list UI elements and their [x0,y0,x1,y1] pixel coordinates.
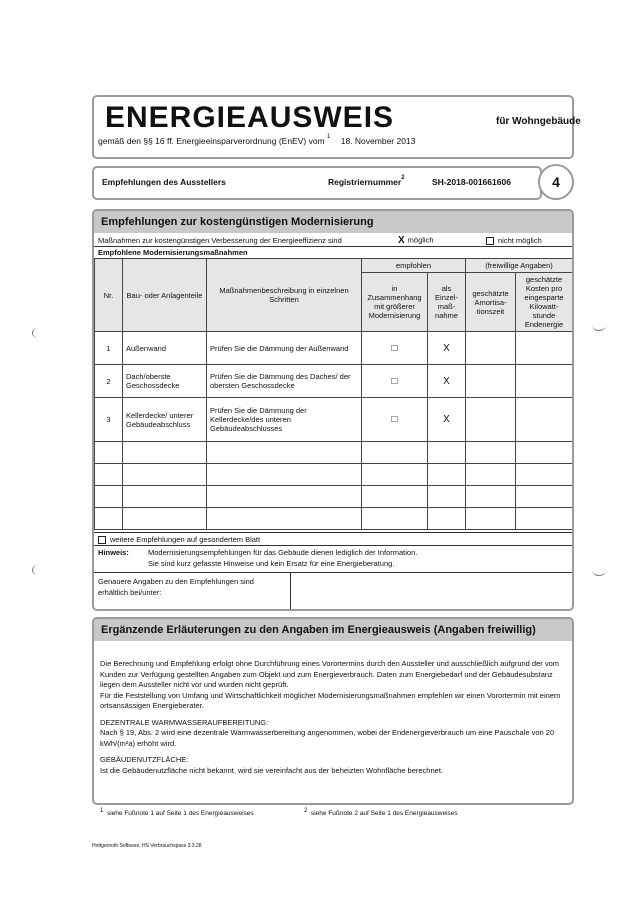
empty-table-row [95,486,573,508]
details-line-2: erhältlich bei/unter: [98,588,162,597]
registration-label-text: Registriernummer [328,177,402,187]
document-title: ENERGIEAUSWEIS [105,101,395,134]
modernization-section-title: Empfehlungen zur kostengünstigen Modernisierung [94,211,572,233]
footnote-1-text: siehe Fußnote 1 auf Seite 1 des Energieausweises [106,810,254,817]
option-possible [398,235,434,246]
legal-footnote-ref: 1 [327,134,331,140]
header-nr: Nr. [95,259,123,332]
row-description: Prüfen Sie die Dämmung der Außenwand [207,332,362,365]
explanation-paragraph-1: Die Berechnung und Empfehlung erfolgt ohne Durchführung eines Vorortermins durch den Aussteller und ausschließlich aufgrund der vom Kunden zur Verfügung gestellten Angaben zum Objekt und zum Energieverbrauch. Daten zum Energiebedarf und der Gebäudesubstanz liegen dem Aussteller nicht vor und wurden nicht geprüft. [100,659,560,689]
possible-checkbox[interactable]: X [398,235,405,246]
header-in-context: in Zusammenhang mit größerer Modernisierung [362,273,428,332]
empty-table-row [95,464,573,486]
header-recommended: empfohlen [362,259,466,273]
further-recommendations [98,535,260,544]
row-in-context-checkbox[interactable]: □ [362,365,428,398]
page-number-badge: 4 [538,164,574,200]
note-line-1: Modernisierungsempfehlungen für das Gebäude dienen lediglich der Information. [148,548,418,557]
row-in-context-checkbox[interactable]: □ [362,332,428,365]
footnote-2-num: 2 [304,808,308,814]
footnote-1 [100,810,254,817]
divider [94,532,572,533]
info-bar [92,166,542,200]
measures-table [94,258,573,530]
row-nr: 2 [95,365,123,398]
row-component: Außenwand [123,332,207,365]
row-cost [516,398,573,442]
explanation-paragraph-2: Für die Feststellung von Umfang und Wirtschaftlichkeit möglicher Modernisierungsmaßnahmen empfehlen wir einen Vorortermin mit einem ortsansässigen Energieberater. [100,690,561,710]
row-cost [516,365,573,398]
possible-label: möglich [407,235,434,245]
row-nr: 3 [95,398,123,442]
header-component: Bau- oder Anlagenteile [123,259,207,332]
not-possible-checkbox[interactable] [486,237,494,245]
divider [94,545,572,546]
explanation-text-2: Ist die Gebäudenutzfläche nicht bekannt, wird sie vereinfacht aus der beheizten Wohnfläche berechnet. [100,765,443,775]
header-single: als Einzel-maß-nahme [428,273,466,332]
row-component: Kellerdecke/ unterer Gebäudeabschluss [123,398,207,442]
row-single-checkbox[interactable]: X [428,365,466,398]
row-single-checkbox[interactable]: X [428,398,466,442]
table-row [95,332,573,365]
recommended-measures-label: Empfohlene Modernisierungsmaßnahmen [98,248,248,257]
header-description: Maßnahmenbeschreibung in einzelnen Schritten [207,259,362,332]
binder-mark [592,320,606,331]
note-line-2: Sie sind kurz gefasste Hinweise und kein Ersatz für eine Energieberatung. [148,559,395,568]
row-nr: 1 [95,332,123,365]
divider [94,572,572,573]
row-cost [516,332,573,365]
note-label: Hinweis: [98,548,129,557]
software-note: Hottgenroth Software, HS Verbrauchspass 3.3.28 [92,843,202,849]
header-cost-per-kwh: geschätzte Kosten pro eingesparte Kilowatt-stunde Endenergie [516,273,573,332]
header-amortization: geschätzte Amortisa-tionszeit [466,273,516,332]
row-component: Dach/oberste Geschossdecke [123,365,207,398]
legal-date: 18. November 2013 [340,136,416,146]
explanations-section [92,617,574,805]
binder-mark [592,565,606,576]
footnote-2-text: siehe Fußnote 2 auf Seite 1 des Energieausweises [310,810,458,817]
legal-basis [98,136,415,146]
issuer-recommendations-label: Empfehlungen des Ausstellers [102,177,226,187]
further-recommendations-checkbox[interactable] [98,536,106,544]
explanation-text-1: Nach § 19, Abs. 2 wird eine dezentrale Warmwasserbereitung angenommen, wobei der Endenergieverbrauch um eine Pauschale von 20 kWh/(m²a) erhöht wird. [100,728,555,748]
footnote-2 [304,810,458,817]
row-single-checkbox[interactable]: X [428,332,466,365]
row-description: Prüfen Sie die Dämmung der Kellerdecke/des unteren Gebäudeabschlusses [207,398,362,442]
row-amortization [466,398,516,442]
registration-footnote-ref: 2 [401,175,405,181]
table-header-row [95,259,573,273]
option-not-possible [486,236,542,245]
footnote-1-num: 1 [100,808,104,814]
empty-table-row [95,508,573,530]
measures-text: Maßnahmen zur kostengünstigen Verbesserung der Energieeffizienz sind [98,236,342,245]
header-optional: (freiwillige Angaben) [466,259,573,273]
row-amortization [466,365,516,398]
table-row [95,398,573,442]
footnotes [100,808,458,817]
document-header [92,95,581,159]
punch-mark [32,328,43,338]
explanations-body [100,659,566,782]
row-description: Prüfen Sie die Dämmung des Daches/ der obersten Geschossdecke [207,365,362,398]
explanations-section-title: Ergänzende Erläuterungen zu den Angaben im Energieausweis (Angaben freiwillig) [94,619,572,641]
divider [94,246,572,247]
explanation-heading-1: DEZENTRALE WARMWASSERAUFBEREITUNG: [100,717,269,727]
building-type-label: für Wohngebäude [496,116,581,127]
registration-number: SH-2018-001661606 [432,177,511,187]
table-row [95,365,573,398]
details-divider [290,572,291,609]
row-in-context-checkbox[interactable]: □ [362,398,428,442]
details-line-1: Genauere Angaben zu den Empfehlungen sind [98,577,254,586]
modernization-section [92,209,574,611]
punch-mark [32,565,43,575]
registration-label [328,177,405,187]
explanation-heading-2: GEBÄUDENUTZFLÄCHE: [100,755,189,764]
further-recommendations-label: weitere Empfehlungen auf gesondertem Blatt [110,535,261,544]
not-possible-label: nicht möglich [498,236,542,245]
legal-text: gemäß den §§ 16 ff. Energieeinsparverordnung (EnEV) vom [98,136,325,146]
empty-table-row [95,442,573,464]
row-amortization [466,332,516,365]
